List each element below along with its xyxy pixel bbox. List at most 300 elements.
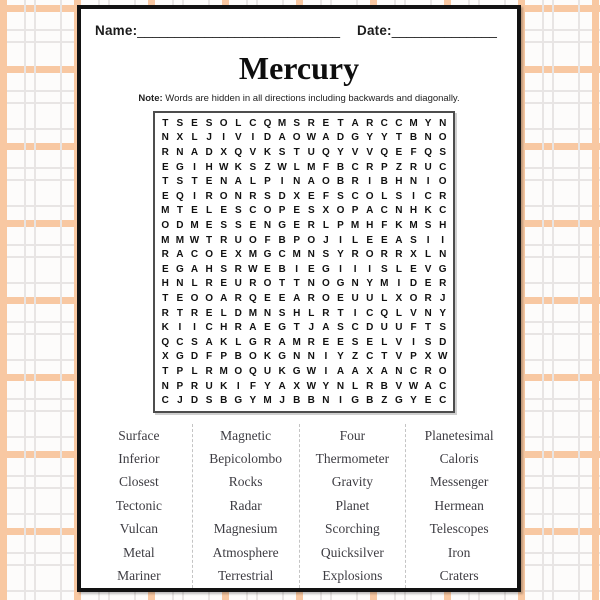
grid-letter: X xyxy=(293,190,301,202)
name-label: Name: xyxy=(95,23,138,38)
grid-letter: N xyxy=(409,176,418,188)
grid-letter: H xyxy=(205,263,213,275)
grid-letter: R xyxy=(307,292,315,304)
grid-letter: O xyxy=(365,190,374,202)
grid-letter: T xyxy=(162,292,169,304)
grid-letter: K xyxy=(395,219,403,231)
grid-letter: R xyxy=(424,292,432,304)
grid-letter: D xyxy=(234,307,242,319)
grid-letter: R xyxy=(395,249,403,261)
grid-letter: J xyxy=(323,234,329,246)
grid-letter: R xyxy=(307,117,315,129)
grid-letter: Q xyxy=(424,146,432,158)
grid-letter: F xyxy=(322,161,329,173)
word-list-column xyxy=(299,424,406,588)
grid-letter: G xyxy=(263,249,272,261)
grid-letter: O xyxy=(292,132,301,144)
grid-letter: I xyxy=(397,278,401,290)
grid-letter: N xyxy=(161,132,169,144)
grid-letter: I xyxy=(339,234,342,246)
grid-letter: T xyxy=(293,322,300,334)
grid-letter: N xyxy=(176,278,184,290)
grid-letter: U xyxy=(424,161,432,173)
grid-letter: C xyxy=(409,365,418,377)
grid-letter: O xyxy=(219,117,228,129)
grid-letter: D xyxy=(366,322,374,334)
grid-letter: O xyxy=(205,249,213,261)
grid-letter: T xyxy=(162,365,169,377)
grid-letter: A xyxy=(322,322,330,334)
grid-letter: E xyxy=(337,336,344,348)
grid-letter: S xyxy=(337,322,344,334)
grid-letter: W xyxy=(277,161,287,173)
grid-letter: E xyxy=(220,249,228,261)
grid-letter: L xyxy=(322,219,329,231)
grid-letter: R xyxy=(307,336,315,348)
grid-letter: A xyxy=(220,292,228,304)
grid-letter: F xyxy=(206,351,213,363)
grid-letter: E xyxy=(161,161,169,173)
grid-letter: O xyxy=(219,190,228,202)
grid-letter: K xyxy=(220,380,228,392)
grid-letter: F xyxy=(410,322,417,334)
grid-letter: A xyxy=(336,365,345,377)
grid-letter: E xyxy=(307,190,315,202)
grid-letter: I xyxy=(324,365,328,377)
grid-letter: F xyxy=(322,190,329,202)
grid-letter: Q xyxy=(380,307,389,319)
grid-letter: M xyxy=(409,219,418,231)
word-list-column xyxy=(192,424,299,588)
grid-letter: N xyxy=(161,380,169,392)
date-blank-line[interactable]: ______________ xyxy=(391,23,497,38)
grid-letter: O xyxy=(190,292,199,304)
grid-letter: Y xyxy=(380,132,388,144)
grid-letter: G xyxy=(322,263,330,275)
grid-letter: Q xyxy=(161,336,170,348)
grid-letter: I xyxy=(426,176,430,188)
grid-letter: X xyxy=(176,132,184,144)
word-list-item: Quicksilver xyxy=(320,544,384,560)
grid-letter: E xyxy=(366,336,374,348)
word-list-item: Terrestrial xyxy=(217,568,274,584)
grid-letter: T xyxy=(279,278,286,290)
grid-letter: Z xyxy=(381,395,388,407)
grid-letter: D xyxy=(409,278,418,290)
grid-letter: G xyxy=(351,395,359,407)
grid-letter: W xyxy=(306,132,317,144)
grid-letter: K xyxy=(278,365,286,377)
note-label: Note: xyxy=(138,93,163,104)
grid-letter: R xyxy=(161,249,169,261)
grid-letter: E xyxy=(205,307,213,319)
grid-letter: X xyxy=(293,380,301,392)
grid-letter: E xyxy=(424,278,432,290)
grid-letter: R xyxy=(409,161,418,173)
grid-letter: S xyxy=(439,146,447,158)
grid-letter: E xyxy=(337,292,344,304)
grid-letter: N xyxy=(307,278,315,290)
grid-letter: E xyxy=(424,395,432,407)
grid-letter: H xyxy=(366,219,374,231)
grid-letter: F xyxy=(381,219,388,231)
grid-letter: I xyxy=(193,161,196,173)
grid-letter: N xyxy=(263,307,272,319)
grid-letter: P xyxy=(278,205,286,217)
word-list-item: Caloris xyxy=(439,451,479,467)
word-search-grid xyxy=(153,111,455,413)
grid-letter: R xyxy=(220,234,228,246)
grid-letter: O xyxy=(205,292,213,304)
grid-letter: O xyxy=(249,351,257,363)
grid-letter: E xyxy=(264,292,271,304)
grid-letter: I xyxy=(426,234,430,246)
grid-letter: R xyxy=(190,307,199,319)
grid-letter: G xyxy=(234,395,243,407)
grid-letter: S xyxy=(439,322,447,334)
grid-letter: I xyxy=(353,263,357,275)
grid-letter: J xyxy=(308,322,315,334)
grid-letter: G xyxy=(278,322,286,334)
grid-letter: C xyxy=(190,249,199,261)
name-row xyxy=(95,22,340,40)
grid-letter: E xyxy=(161,263,169,275)
grid-letter: C xyxy=(161,395,169,407)
grid-letter: S xyxy=(278,307,286,319)
grid-letter: E xyxy=(205,219,213,231)
grid-letter: Y xyxy=(264,380,271,392)
grid-letter: O xyxy=(161,219,170,231)
grid-letter: N xyxy=(336,380,345,392)
grid-letter: W xyxy=(437,351,448,363)
grid-letter: M xyxy=(263,395,272,407)
grid-letter: R xyxy=(249,190,257,202)
worksheet-page xyxy=(77,5,521,592)
grid-letter: N xyxy=(263,219,272,231)
grid-letter: N xyxy=(439,117,447,129)
word-list-item: Planetesimal xyxy=(424,427,494,443)
word-list-item: Four xyxy=(339,427,366,443)
word-list-item: Planet xyxy=(335,497,370,513)
grid-letter: Q xyxy=(380,146,389,158)
grid-letter: R xyxy=(380,249,388,261)
grid-letter: D xyxy=(190,351,199,363)
grid-letter: A xyxy=(395,234,403,246)
grid-letter: V xyxy=(351,146,359,158)
grid-letter: S xyxy=(395,190,403,202)
grid-letter: R xyxy=(439,278,447,290)
grid-letter: W xyxy=(408,380,419,392)
grid-letter: S xyxy=(249,161,257,173)
grid-letter: O xyxy=(336,205,345,217)
grid-letter: P xyxy=(337,219,344,231)
date-label: Date: xyxy=(357,23,392,38)
grid-letter: T xyxy=(162,117,169,129)
word-list-item: Tectonic xyxy=(115,497,163,513)
word-list xyxy=(86,424,512,588)
grid-letter: I xyxy=(193,322,196,334)
grid-letter: X xyxy=(424,351,432,363)
grid-letter: Q xyxy=(263,117,272,129)
grid-letter: D xyxy=(263,132,272,144)
grid-letter: N xyxy=(424,307,432,319)
word-list-item: Metal xyxy=(123,544,155,560)
grid-letter: A xyxy=(278,380,286,392)
grid-letter: C xyxy=(351,161,359,173)
grid-letter: R xyxy=(205,190,213,202)
grid-letter: V xyxy=(366,146,374,158)
grid-letter: L xyxy=(191,278,198,290)
grid-letter: I xyxy=(251,132,255,144)
grid-letter: G xyxy=(395,395,403,407)
grid-letter: M xyxy=(248,249,258,261)
grid-letter: G xyxy=(278,219,286,231)
grid-letter: E xyxy=(264,322,271,334)
grid-letter: G xyxy=(351,132,359,144)
grid-letter: S xyxy=(234,205,242,217)
grid-letter: M xyxy=(350,219,360,231)
grid-letter: T xyxy=(176,307,183,319)
grid-letter: R xyxy=(161,307,169,319)
grid-letter: O xyxy=(438,132,447,144)
grid-letter: O xyxy=(322,292,330,304)
grid-letter: E xyxy=(410,263,417,275)
grid-letter: R xyxy=(351,176,359,188)
grid-letter: D xyxy=(336,132,345,144)
grid-letter: C xyxy=(278,249,286,261)
grid-letter: D xyxy=(205,146,213,158)
word-list-item: Atmosphere xyxy=(212,544,279,560)
grid-letter: P xyxy=(380,161,388,173)
grid-letter: A xyxy=(205,336,213,348)
grid-letter: S xyxy=(176,176,184,188)
grid-letter: L xyxy=(235,117,242,129)
grid-letter: S xyxy=(234,219,242,231)
grid-letter: G xyxy=(292,365,301,377)
grid-letter: G xyxy=(278,351,286,363)
grid-letter: F xyxy=(410,146,417,158)
grid-letter: H xyxy=(220,322,228,334)
grid-letter: T xyxy=(395,132,402,144)
grid-letter: L xyxy=(381,336,388,348)
grid-letter: H xyxy=(205,161,213,173)
grid-letter: R xyxy=(351,249,359,261)
grid-letter: C xyxy=(351,322,359,334)
grid-letter: X xyxy=(322,205,330,217)
grid-letter: P xyxy=(264,176,271,188)
grid-letter: K xyxy=(263,146,272,158)
grid-letter: W xyxy=(306,365,317,377)
grid-letter: W xyxy=(189,234,200,246)
grid-letter: O xyxy=(409,292,418,304)
grid-letter: O xyxy=(307,234,316,246)
grid-letter: E xyxy=(322,336,330,348)
grid-letter: E xyxy=(395,146,403,158)
grid-letter: U xyxy=(307,146,315,158)
grid-letter: V xyxy=(395,380,403,392)
grid-letter: I xyxy=(236,380,240,392)
grid-letter: Y xyxy=(249,395,257,407)
grid-letter: A xyxy=(307,176,315,188)
word-list-item: Inferior xyxy=(118,451,160,467)
word-list-item: Iron xyxy=(447,544,471,560)
grid-letter: C xyxy=(439,395,447,407)
grid-letter: R xyxy=(322,307,330,319)
grid-letter: S xyxy=(410,234,417,246)
grid-letter: W xyxy=(218,161,229,173)
grid-letter: R xyxy=(366,161,374,173)
grid-letter: Q xyxy=(249,292,257,304)
grid-letter: A xyxy=(351,365,359,377)
grid-letter: L xyxy=(191,365,198,377)
grid-letter: K xyxy=(234,161,242,173)
grid-letter: C xyxy=(205,322,213,334)
grid-letter: B xyxy=(307,395,315,407)
grid-letter: C xyxy=(439,380,447,392)
grid-letter: B xyxy=(234,351,242,363)
grid-letter: L xyxy=(352,234,359,246)
grid-letter: O xyxy=(234,365,243,377)
grid-letter: I xyxy=(353,307,357,319)
grid-letter: R xyxy=(234,263,242,275)
name-blank-line[interactable]: ___________________________ xyxy=(137,23,340,38)
grid-letter: A xyxy=(424,380,432,392)
grid-letter: I xyxy=(339,263,342,275)
word-list-column xyxy=(405,424,512,588)
grid-letter: S xyxy=(307,205,315,217)
grid-letter: Y xyxy=(337,249,344,261)
grid-letter: J xyxy=(206,132,212,144)
grid-letter: S xyxy=(176,117,184,129)
instructions-note xyxy=(81,93,517,104)
grid-letter: L xyxy=(235,336,242,348)
grid-letter: L xyxy=(308,307,315,319)
grid-letter: B xyxy=(380,380,388,392)
grid-letter: I xyxy=(412,190,415,202)
word-list-item: Closest xyxy=(118,474,159,490)
grid-letter: V xyxy=(410,307,417,319)
word-list-item: Craters xyxy=(439,568,479,584)
grid-letter: U xyxy=(351,292,359,304)
grid-letter: V xyxy=(234,132,242,144)
grid-letter: Y xyxy=(366,278,374,290)
grid-letter: A xyxy=(293,292,301,304)
grid-letter: S xyxy=(424,219,432,231)
grid-letter: E xyxy=(161,190,169,202)
grid-letter: P xyxy=(176,365,184,377)
grid-letter: Z xyxy=(264,161,271,173)
grid-letter: O xyxy=(263,205,272,217)
grid-letter: B xyxy=(366,395,374,407)
grid-letter: S xyxy=(264,190,271,202)
grid-letter: Y xyxy=(322,380,330,392)
grid-letter: G xyxy=(176,263,184,275)
grid-letter: H xyxy=(161,278,169,290)
grid-letter: S xyxy=(380,263,388,275)
grid-letter: T xyxy=(293,146,300,158)
grid-letter: N xyxy=(234,190,242,202)
grid-letter: E xyxy=(220,205,228,217)
grid-letter: V xyxy=(395,336,403,348)
grid-letter: H xyxy=(395,176,403,188)
grid-letter: I xyxy=(295,263,299,275)
word-list-item: Mariner xyxy=(117,568,161,584)
grid-letter: R xyxy=(190,380,199,392)
grid-letter: I xyxy=(441,234,445,246)
grid-letter: R xyxy=(234,292,242,304)
grid-letter: A xyxy=(190,263,199,275)
grid-letter: N xyxy=(176,146,184,158)
word-list-item: Radar xyxy=(229,497,262,513)
grid-letter: C xyxy=(249,117,257,129)
grid-letter: A xyxy=(234,176,242,188)
grid-letter: R xyxy=(234,322,242,334)
grid-letter: M xyxy=(307,161,316,173)
grid-letter: E xyxy=(293,219,301,231)
grid-letter: Q xyxy=(234,146,243,158)
grid-letter: H xyxy=(409,205,418,217)
grid-letter: E xyxy=(264,263,271,275)
grid-letter: E xyxy=(176,292,184,304)
grid-letter: K xyxy=(220,336,228,348)
grid-letter: I xyxy=(412,336,415,348)
grid-letter: X xyxy=(234,249,242,261)
grid-letter: E xyxy=(307,263,315,275)
grid-letter: I xyxy=(324,351,328,363)
grid-letter: R xyxy=(366,117,374,129)
grid-letter: I xyxy=(368,176,372,188)
word-list-item: Bepicolombo xyxy=(209,451,282,467)
grid-letter: C xyxy=(249,205,257,217)
grid-letter: U xyxy=(234,234,242,246)
grid-letter: S xyxy=(278,146,286,158)
grid-letter: O xyxy=(322,278,330,290)
grid-letter: B xyxy=(380,176,388,188)
word-list-item: Magnesium xyxy=(213,521,278,537)
grid-letter: P xyxy=(176,380,184,392)
grid-letter: N xyxy=(293,351,301,363)
grid-letter: I xyxy=(280,176,284,188)
word-list-column xyxy=(86,424,192,588)
grid-letter: S xyxy=(322,249,330,261)
grid-letter: D xyxy=(278,190,286,202)
grid-letter: C xyxy=(366,351,374,363)
grid-letter: H xyxy=(293,307,301,319)
grid-letter: S xyxy=(191,336,198,348)
grid-letter: L xyxy=(220,307,227,319)
grid-letter: Y xyxy=(424,117,432,129)
grid-letter: E xyxy=(322,117,330,129)
grid-letter: Y xyxy=(410,395,417,407)
grid-letter: L xyxy=(395,307,402,319)
grid-letter: N xyxy=(439,249,447,261)
grid-letter: S xyxy=(424,336,432,348)
grid-letter: X xyxy=(410,249,417,261)
grid-letter: K xyxy=(161,322,169,334)
grid-letter: K xyxy=(424,205,432,217)
word-list-item: Telescopes xyxy=(429,521,489,537)
grid-letter: L xyxy=(249,176,256,188)
grid-letter: L xyxy=(381,292,388,304)
grid-letter: L xyxy=(206,205,213,217)
grid-letter: A xyxy=(249,322,257,334)
grid-letter: T xyxy=(162,176,169,188)
grid-letter: S xyxy=(220,263,228,275)
grid-letter: R xyxy=(439,190,447,202)
grid-letter: C xyxy=(380,117,388,129)
grid-letter: R xyxy=(205,365,213,377)
grid-letter: B xyxy=(293,395,301,407)
